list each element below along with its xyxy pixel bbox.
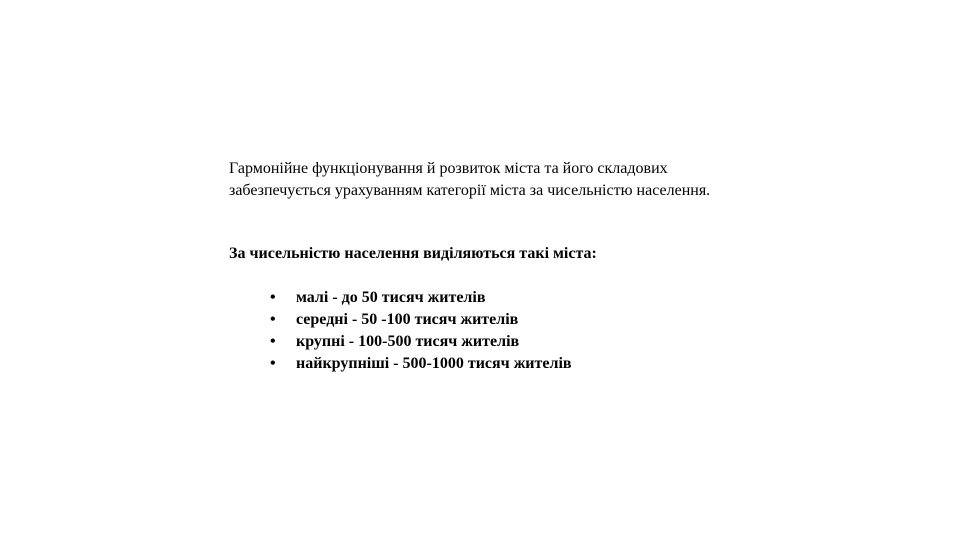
list-item: [270, 353, 572, 375]
city-category-list: [270, 287, 572, 375]
list-item: [270, 331, 572, 353]
list-item: [270, 309, 572, 331]
bullet-icon: •: [270, 355, 276, 372]
bullet-icon: •: [270, 311, 276, 328]
list-heading: За чисельністю населення виділяються такі міста:: [229, 245, 597, 262]
bullet-icon: •: [270, 289, 276, 306]
list-item-text: крупні - 100-500 тисяч жителів: [296, 333, 520, 350]
bullet-icon: •: [270, 333, 276, 350]
intro-paragraph: [229, 158, 849, 202]
intro-line-1: Гармонійне функціонування й розвиток міста та його складових: [229, 160, 668, 177]
list-item-text: найкрупніші - 500-1000 тисяч жителів: [296, 355, 572, 372]
list-item: [270, 287, 572, 309]
list-item-text: середні - 50 -100 тисяч жителів: [296, 311, 519, 328]
intro-line-2: забезпечується урахуванням категорії міста за чисельністю населення.: [229, 182, 711, 199]
list-item-text: малі - до 50 тисяч жителів: [296, 289, 486, 306]
